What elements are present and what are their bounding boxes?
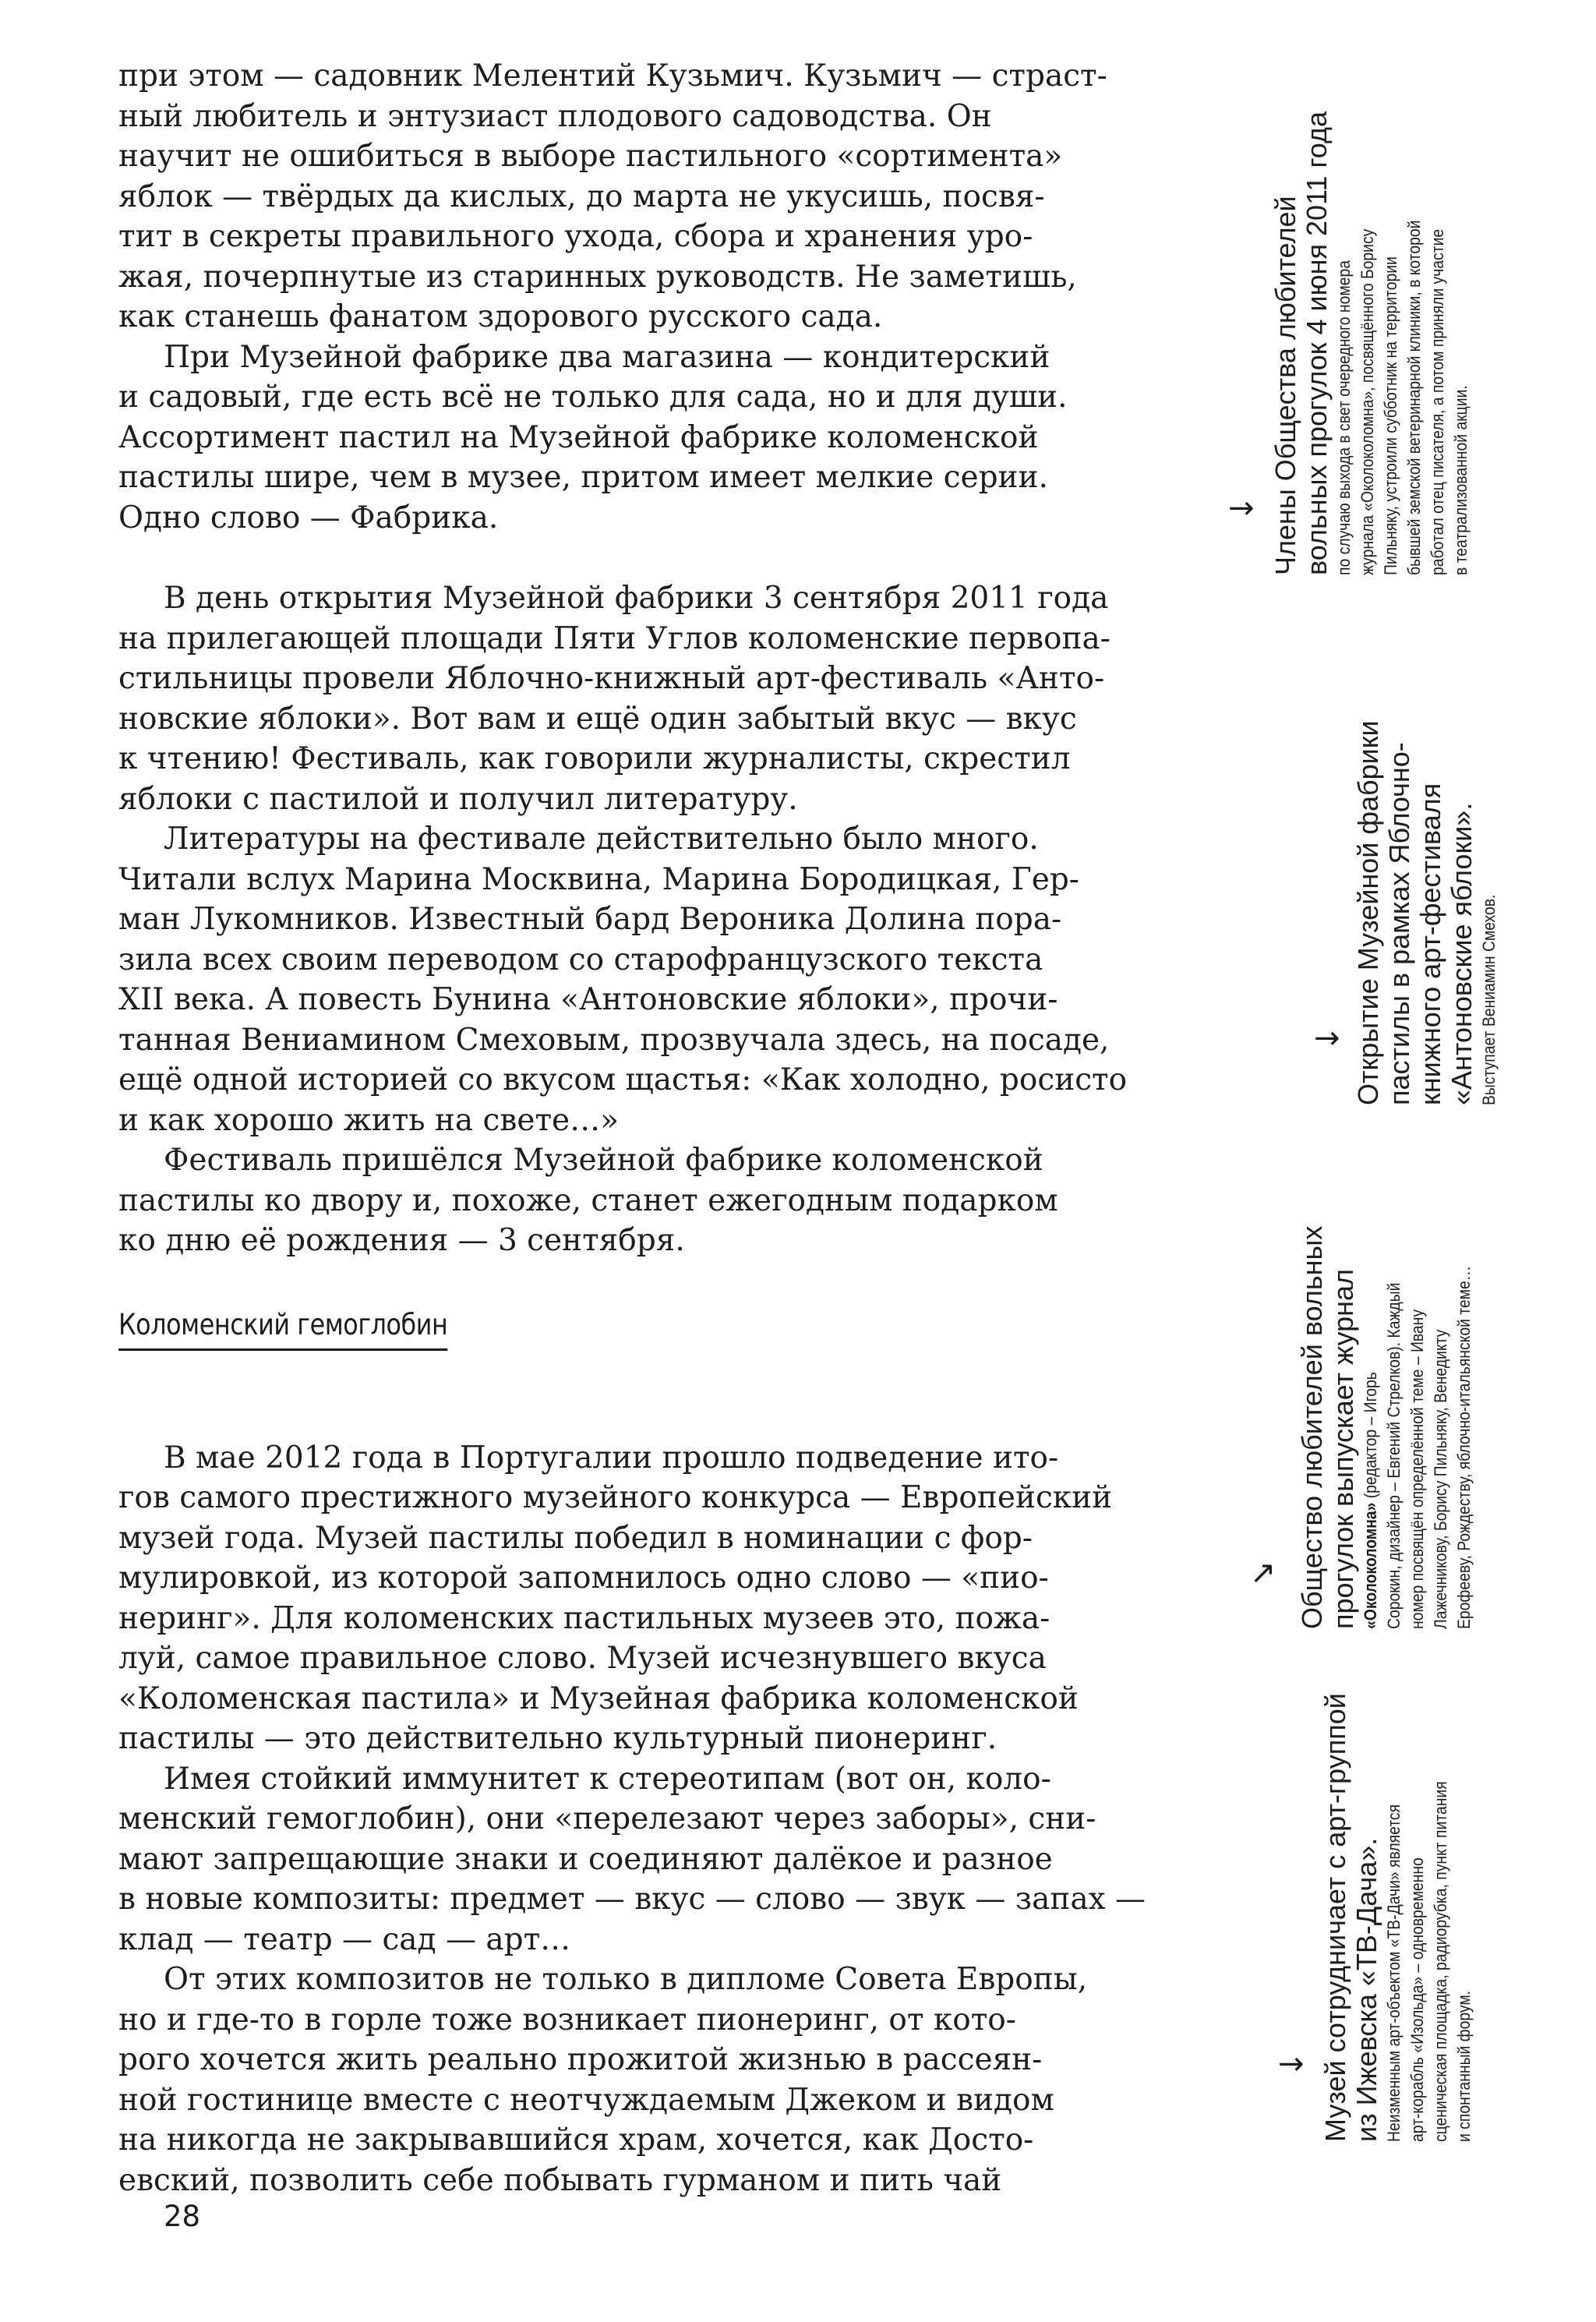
- note-text-line: работал отец писателя, а потом приняли участие: [1428, 228, 1447, 575]
- text-line: яблоки с пастилой и получил литературу.: [118, 781, 798, 817]
- text-line: пастилы ко двору и, похоже, станет ежегодным подарком: [118, 1182, 1058, 1218]
- main-text-column: [118, 56, 1146, 2200]
- arrow-up-right-icon: ↗: [1250, 1555, 1276, 1591]
- text-line: луй, самое правильное слово. Музей исчезнувшего вкуса: [118, 1641, 1047, 1676]
- text-line: рого хочется жить реально прожитой жизнью в рассеян-: [118, 2042, 1043, 2077]
- page-number: 28: [164, 2200, 201, 2233]
- paragraph-6: [118, 1438, 1118, 1759]
- text-line: В день открытия Музейной фабрики 3 сентября 2011 года: [164, 581, 1109, 616]
- note-text-line: Лажечникову, Борису Пильняку, Венедикту: [1431, 1329, 1450, 1629]
- note-title-line: вольных прогулок 4 июня 2011 года: [1301, 111, 1333, 575]
- text-line: евский, позволить себе побывать гурманом и пить чай: [118, 2162, 1002, 2198]
- note-text-line: Ерофееву, Рождеству, яблочно-итальянской теме…: [1454, 1265, 1474, 1629]
- text-line: ман Лукомников. Известный бард Вероника Долина пора-: [118, 902, 1062, 937]
- margin-note-4: [1320, 1693, 1476, 2142]
- text-line: мулировкой, из которой запомнилось одно слово — «пио-: [118, 1560, 1049, 1596]
- text-line: к чтению! Фестиваль, как говорили журналисты, скрестил: [118, 741, 1071, 776]
- text-line: музей года. Музей пастилы победил в номинации с фор-: [118, 1520, 1033, 1556]
- note-text-line: бывшей земской ветеринарной клиники, в которой: [1404, 220, 1424, 575]
- text-line: От этих композитов не только в дипломе Совета Европы,: [164, 1962, 1088, 1997]
- note-title-line: пастилы в рамках Яблочно-: [1383, 742, 1415, 1105]
- text-line: зила всех своим переводом со старофранцузского текста: [118, 942, 1043, 977]
- note-title-line: книжного арт-фестиваля: [1414, 783, 1446, 1105]
- note-text-line: и спонтанный форум.: [1454, 1990, 1474, 2142]
- text-line: танная Вениамином Смеховым, прозвучала здесь, на посаде,: [118, 1022, 1110, 1058]
- paragraph-8: [118, 1960, 1118, 2200]
- arrow-right-icon: →: [1278, 2046, 1305, 2082]
- note-title-line: прогулок выпускает журнал: [1327, 1268, 1359, 1629]
- text-line: ещё одной историей со вкусом щастья: «Как холодно, росисто: [118, 1062, 1128, 1097]
- note-title-line: Музей сотрудничает с арт-группой: [1319, 1693, 1351, 2142]
- text-line: менский гемоглобин), они «перелезают через заборы», сни-: [118, 1801, 1096, 1836]
- note-text-line: журнала «Околоколомна», посвящённого Борису: [1358, 228, 1377, 575]
- text-line: неринг». Для коломенских пастильных музеев это, пожа-: [118, 1600, 1050, 1636]
- note-title-line: Члены Общества любителей: [1269, 196, 1301, 575]
- note-text-line: Сорокин, дизайнер – Евгений Стрелков). Каждый: [1384, 1282, 1404, 1629]
- arrow-right-icon: →: [1314, 1020, 1340, 1056]
- section-heading-wrap: [118, 1305, 1118, 1351]
- text-line: яблок — твёрдых да кислых, до марта не укусишь, посвя-: [118, 178, 1045, 214]
- text-line: Читали вслух Марина Москвина, Марина Бородицкая, Гер-: [118, 861, 1079, 897]
- text-line: При Музейной фабрике два магазина — кондитерский: [164, 339, 1050, 375]
- text-line: но и где-то в горле тоже возникает пионеринг, от кото-: [118, 2002, 1016, 2037]
- paragraph-2: [118, 338, 1118, 539]
- text-line: Одно слово — Фабрика.: [118, 500, 499, 535]
- text-line: пастилы шире, чем в музее, притом имеет мелкие серии.: [118, 460, 1048, 495]
- text-line: мают запрещающие знаки и соединяют далёкое и разное: [118, 1841, 1053, 1877]
- text-line: клад — театр — сад — арт…: [118, 1921, 571, 1957]
- note-text-line: [1359, 1266, 1382, 1629]
- arrow-right-icon: →: [1228, 490, 1255, 526]
- note-text-line: арт-корабль «Изольда» – одновременно: [1407, 1857, 1427, 2142]
- paragraph-3: [118, 578, 1118, 819]
- text-line: гов самого престижного музейного конкурса — Европейский: [118, 1480, 1113, 1515]
- text-line: Литературы на фестивале действительно было много.: [164, 822, 1039, 857]
- paragraph-4: [118, 819, 1128, 1140]
- text-line: ный любитель и энтузиаст плодового садоводства. Он: [118, 98, 992, 134]
- text-line: тит в секреты правильного ухода, сбора и хранения уро-: [118, 219, 1033, 254]
- note-title-line: Общество любителей вольных: [1296, 1225, 1328, 1629]
- text-line: XII века. А повесть Бунина «Антоновские яблоки», прочи-: [118, 982, 1058, 1017]
- text-line: новские яблоки». Вот вам и ещё один забытый вкус — вкус: [118, 701, 1077, 737]
- note-journal-name: «Околоколомна»: [1361, 1502, 1380, 1629]
- text-line: ко дню её рождения — 3 сентября.: [118, 1223, 685, 1258]
- text-line: жая, почерпнутые из старинных руководств. Не заметишь,: [118, 259, 1077, 295]
- text-line: на прилегающей площади Пяти Углов коломенские первопа-: [118, 620, 1110, 656]
- note-text-line: Неизменным арт-объектом «ТВ-Дачи» является: [1384, 1804, 1404, 2142]
- note-text-line: в театрализованной акции.: [1451, 385, 1471, 575]
- note-text-line: Пильняку, устроили субботник на территории: [1381, 256, 1400, 575]
- margin-note-3: [1297, 1207, 1476, 1629]
- paragraph-1: [118, 56, 1118, 338]
- text-line: В мае 2012 года в Португалии прошло подведение ито-: [164, 1440, 1059, 1476]
- text-line: стильницы провели Яблочно-книжный арт-фестиваль «Анто-: [118, 661, 1105, 696]
- text-line: и как хорошо жить на свете…»: [118, 1102, 619, 1138]
- note-text-line: номер посвящён определённой теме – Ивану: [1407, 1309, 1427, 1629]
- text-line: в новые композиты: предмет — вкус — слово — звук — запах —: [118, 1882, 1146, 1917]
- note-title-line: из Ижевска «ТВ-Дача».: [1351, 1837, 1382, 2142]
- text-line: при этом — садовник Мелентий Кузьмич. Кузьмич — страст-: [118, 58, 1107, 94]
- section-heading: Коломенский гемоглобин: [118, 1308, 447, 1351]
- paragraph-5: [118, 1140, 1118, 1261]
- text-line: ной гостинице вместе с неотчуждаемым Джеком и видом: [118, 2082, 1054, 2118]
- text-line: пастилы — это действительно культурный пионеринг.: [118, 1721, 998, 1756]
- note-title-line: Открытие Музейной фабрики: [1352, 720, 1384, 1105]
- paragraph-gap: [118, 538, 1118, 578]
- text-line: Фестиваль пришёлся Музейной фабрике коломенской: [164, 1143, 1043, 1178]
- note-text-line: Выступает Вениамин Смехов.: [1479, 894, 1499, 1105]
- margin-note-1: [1270, 111, 1473, 575]
- note-text-fragment: (редактор – Игорь: [1361, 1372, 1380, 1503]
- note-text-line: сценическая площадка, радиорубка, пункт питания: [1431, 1781, 1450, 2142]
- text-line: на никогда не закрывавшийся храм, хочется, как Досто-: [118, 2122, 1034, 2158]
- paragraph-7: [118, 1759, 1146, 1960]
- text-line: Ассортимент пастил на Музейной фабрике коломенской: [118, 419, 1039, 455]
- text-line: «Коломенская пастила» и Музейная фабрика коломенской: [118, 1681, 1079, 1716]
- margin-note-2: [1353, 720, 1501, 1105]
- note-title-line: «Антоновские яблоки».: [1446, 802, 1478, 1105]
- note-text-line: по случаю выхода в свет очередного номера: [1334, 260, 1354, 575]
- text-line: Имея стойкий иммунитет к стереотипам (вот он, коло-: [164, 1761, 1051, 1797]
- text-line: как станешь фанатом здорового русского сада.: [118, 299, 883, 334]
- text-line: научит не ошибиться в выборе пастильного «сортимента»: [118, 139, 1063, 174]
- text-line: и садовый, где есть всё не только для сада, но и для души.: [118, 380, 1068, 415]
